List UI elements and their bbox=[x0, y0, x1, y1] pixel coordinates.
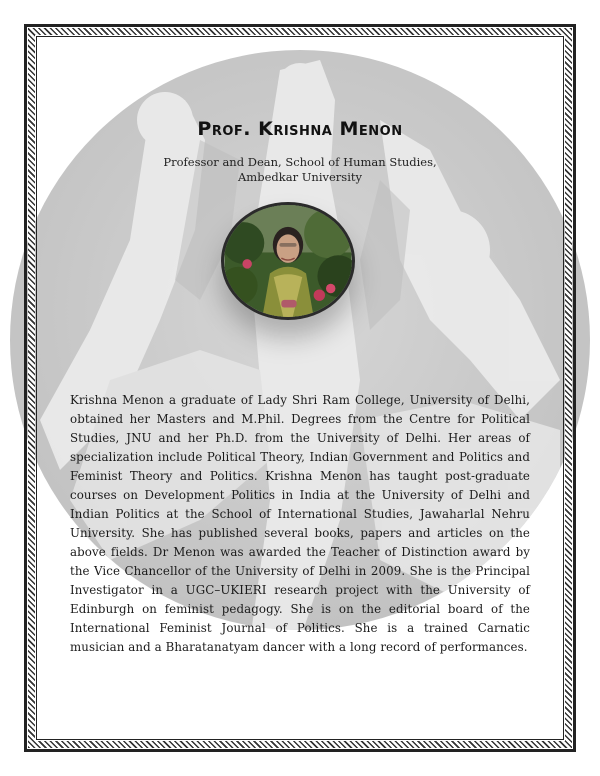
portrait-photo-icon bbox=[224, 205, 352, 317]
portrait-photo bbox=[221, 202, 355, 320]
profile-position bbox=[140, 155, 460, 185]
position-line-2: Ambedkar University bbox=[238, 170, 362, 184]
profile-name: Prof. Krishna Menon bbox=[197, 118, 403, 140]
profile-bio: Krishna Menon a graduate of Lady Shri Ram College, University of Delhi, obtained her Masters and M.Phil. Degrees from the Centre for Political Studies, JNU and her Ph.D. from the University of Delhi. Her areas of specialization include Political Theory, Indian Government and Politics and Feminist Theory and Politics. Krishna Menon has taught post-graduate courses on Development Politics in India at the University of Delhi and Indian Politics at the School of International Studies, Jawaharlal Nehru University. She has published several books, papers and articles on the above fields. Dr Menon was awarded the Teacher of Distinction award by the Vice Chancellor of the University of Delhi in 2009. She is the Principal Investigator in a UGC–UKIERI research project with the University of Edinburgh on feminist pedagogy. She is on the editorial board of the International Feminist Journal of Politics. She is a trained Carnatic musician and a Bharatanatyam dancer with a long record of performances. bbox=[70, 393, 530, 654]
position-line-1: Professor and Dean, School of Human Studies, bbox=[163, 155, 437, 169]
